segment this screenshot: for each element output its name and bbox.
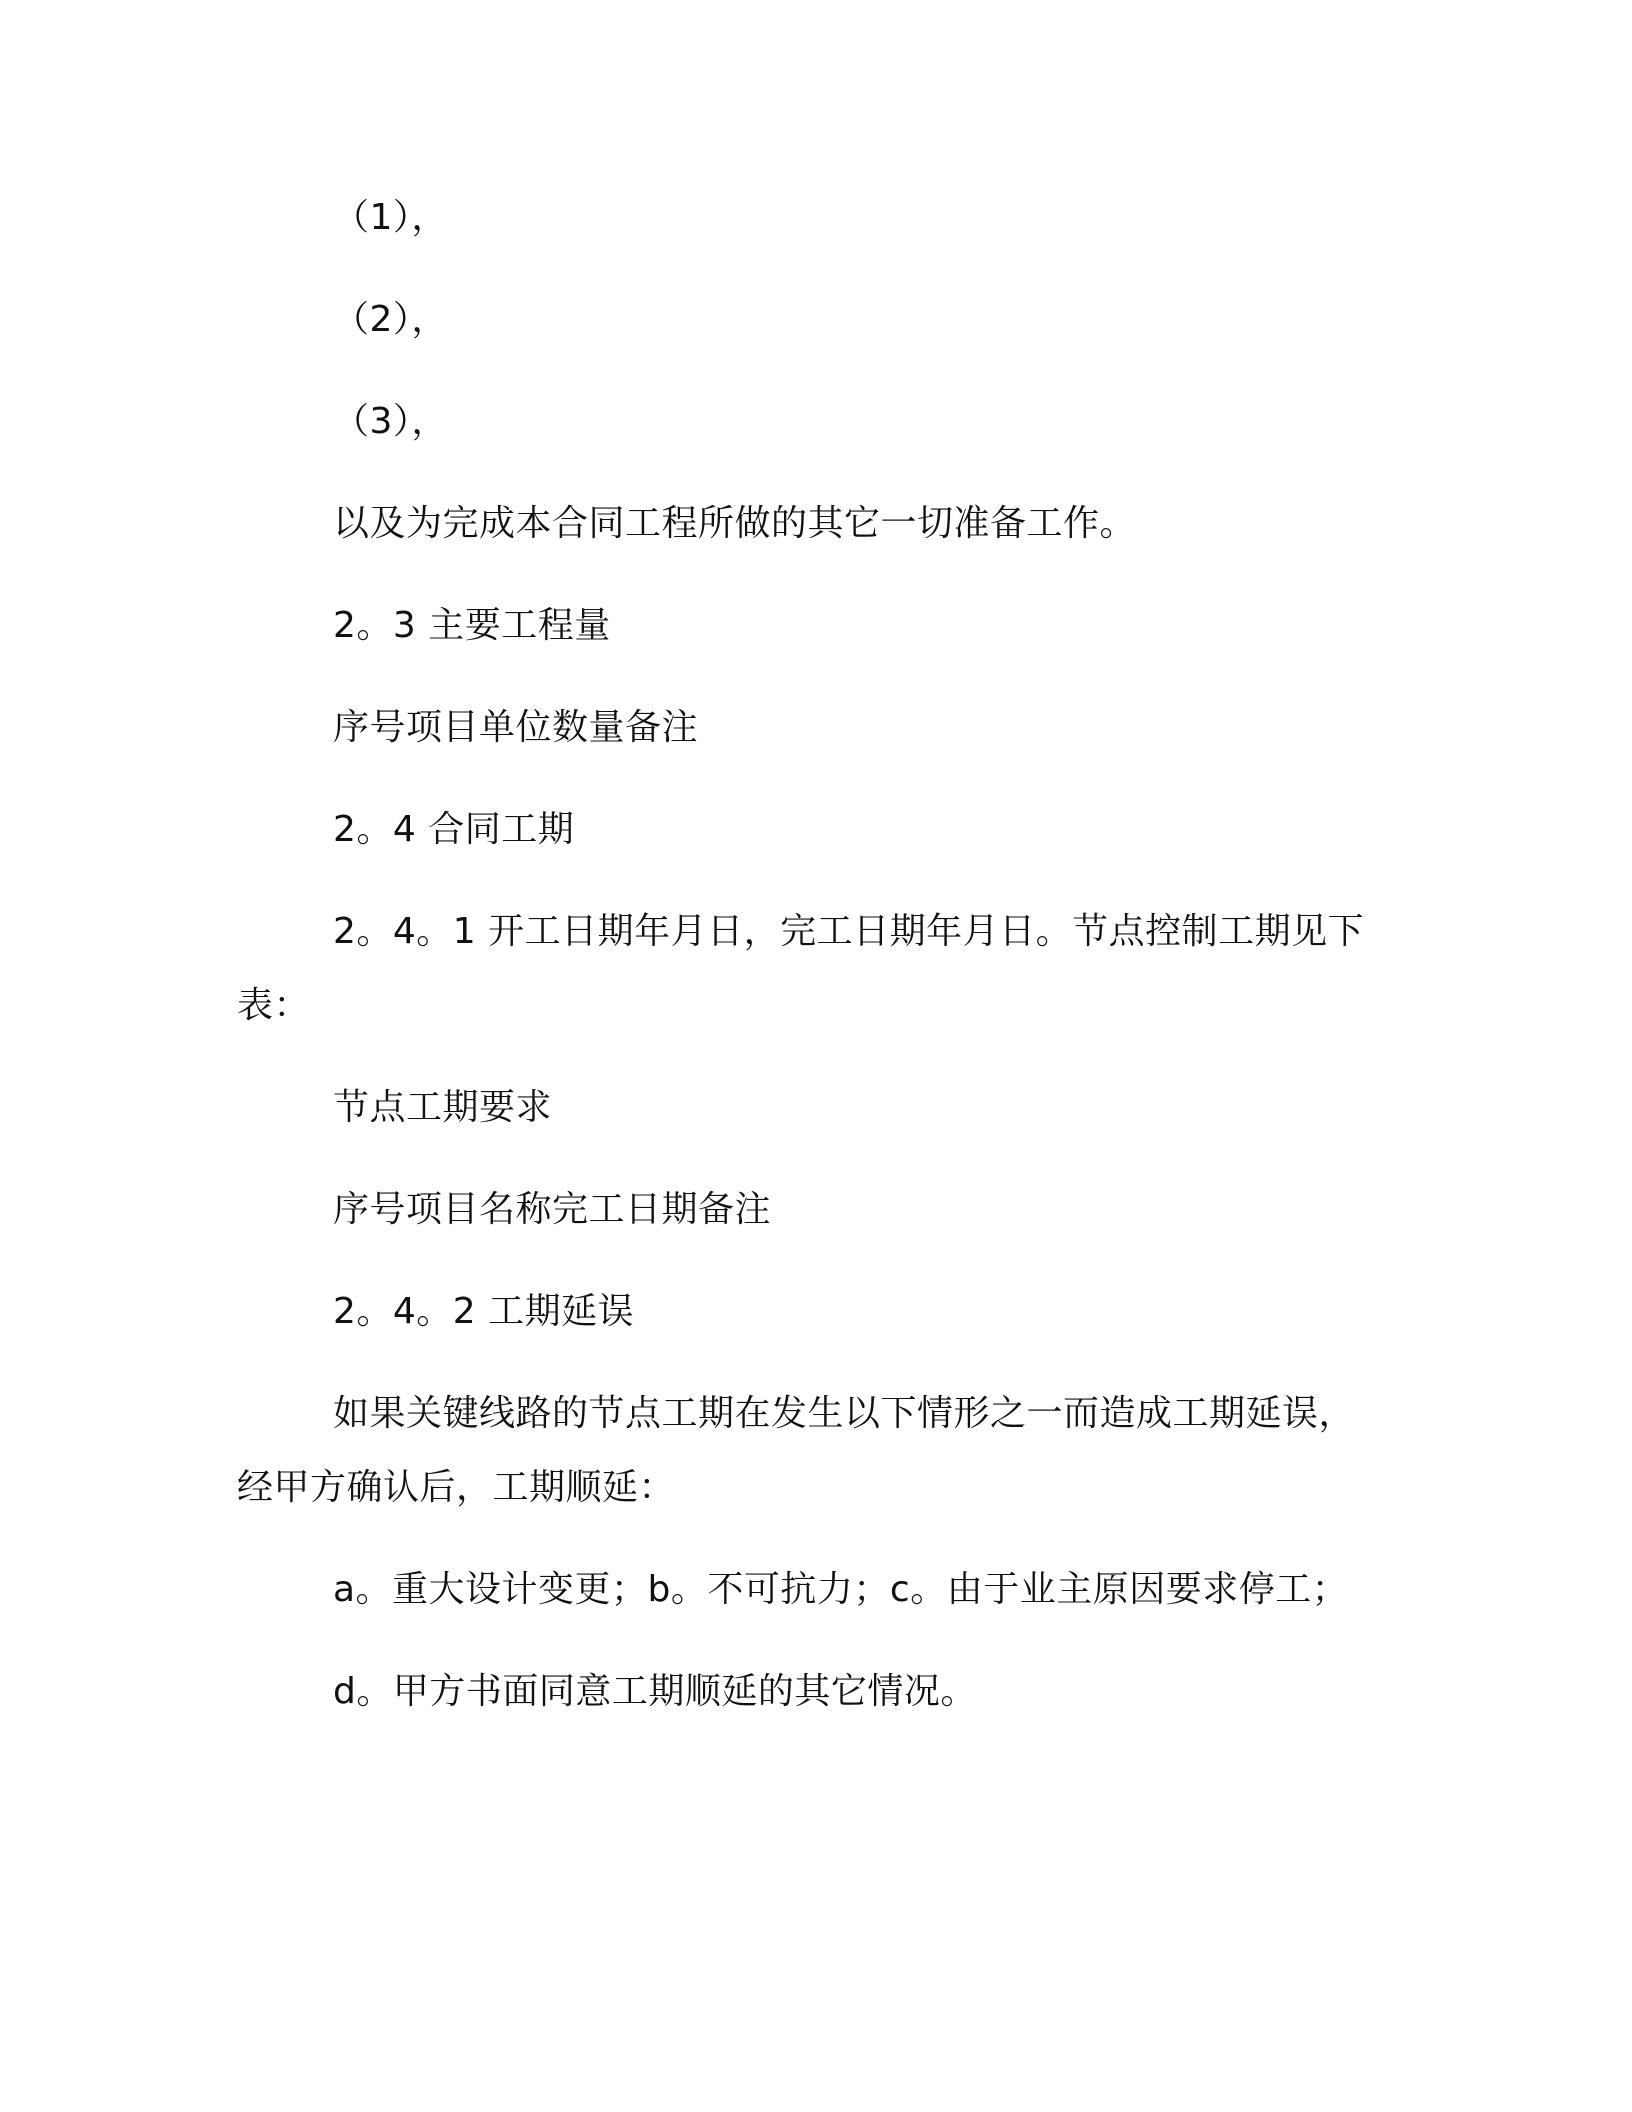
subheading: 节点工期要求	[333, 1087, 553, 1128]
section-heading: 2。3 主要工程量	[333, 605, 611, 646]
section-heading: 2。4。2 工期延误	[333, 1291, 635, 1332]
paragraph: 如果关键线路的节点工期在发生以下情形之一而造成工期延误，	[333, 1393, 1356, 1434]
section-heading: 2。4 合同工期	[333, 809, 575, 850]
list-item-3: （3），	[333, 401, 448, 442]
list-item-2: （2），	[333, 299, 448, 340]
table-header-text: 序号项目单位数量备注	[333, 707, 699, 748]
paragraph: 以及为完成本合同工程所做的其它一切准备工作。	[333, 503, 1137, 544]
paragraph: d。甲方书面同意工期顺延的其它情况。	[333, 1671, 977, 1712]
list-item-1: （1），	[333, 197, 448, 238]
paragraph: 2。4。1 开工日期年月日，完工日期年月日。节点控制工期见下	[333, 911, 1365, 952]
paragraph-continued: 经甲方确认后，工期顺延：	[237, 1467, 676, 1508]
paragraph: a。重大设计变更；b。不可抗力；c。由于业主原因要求停工；	[333, 1569, 1349, 1610]
paragraph-continued: 表：	[237, 985, 311, 1026]
table-header-text: 序号项目名称完工日期备注	[333, 1189, 772, 1230]
